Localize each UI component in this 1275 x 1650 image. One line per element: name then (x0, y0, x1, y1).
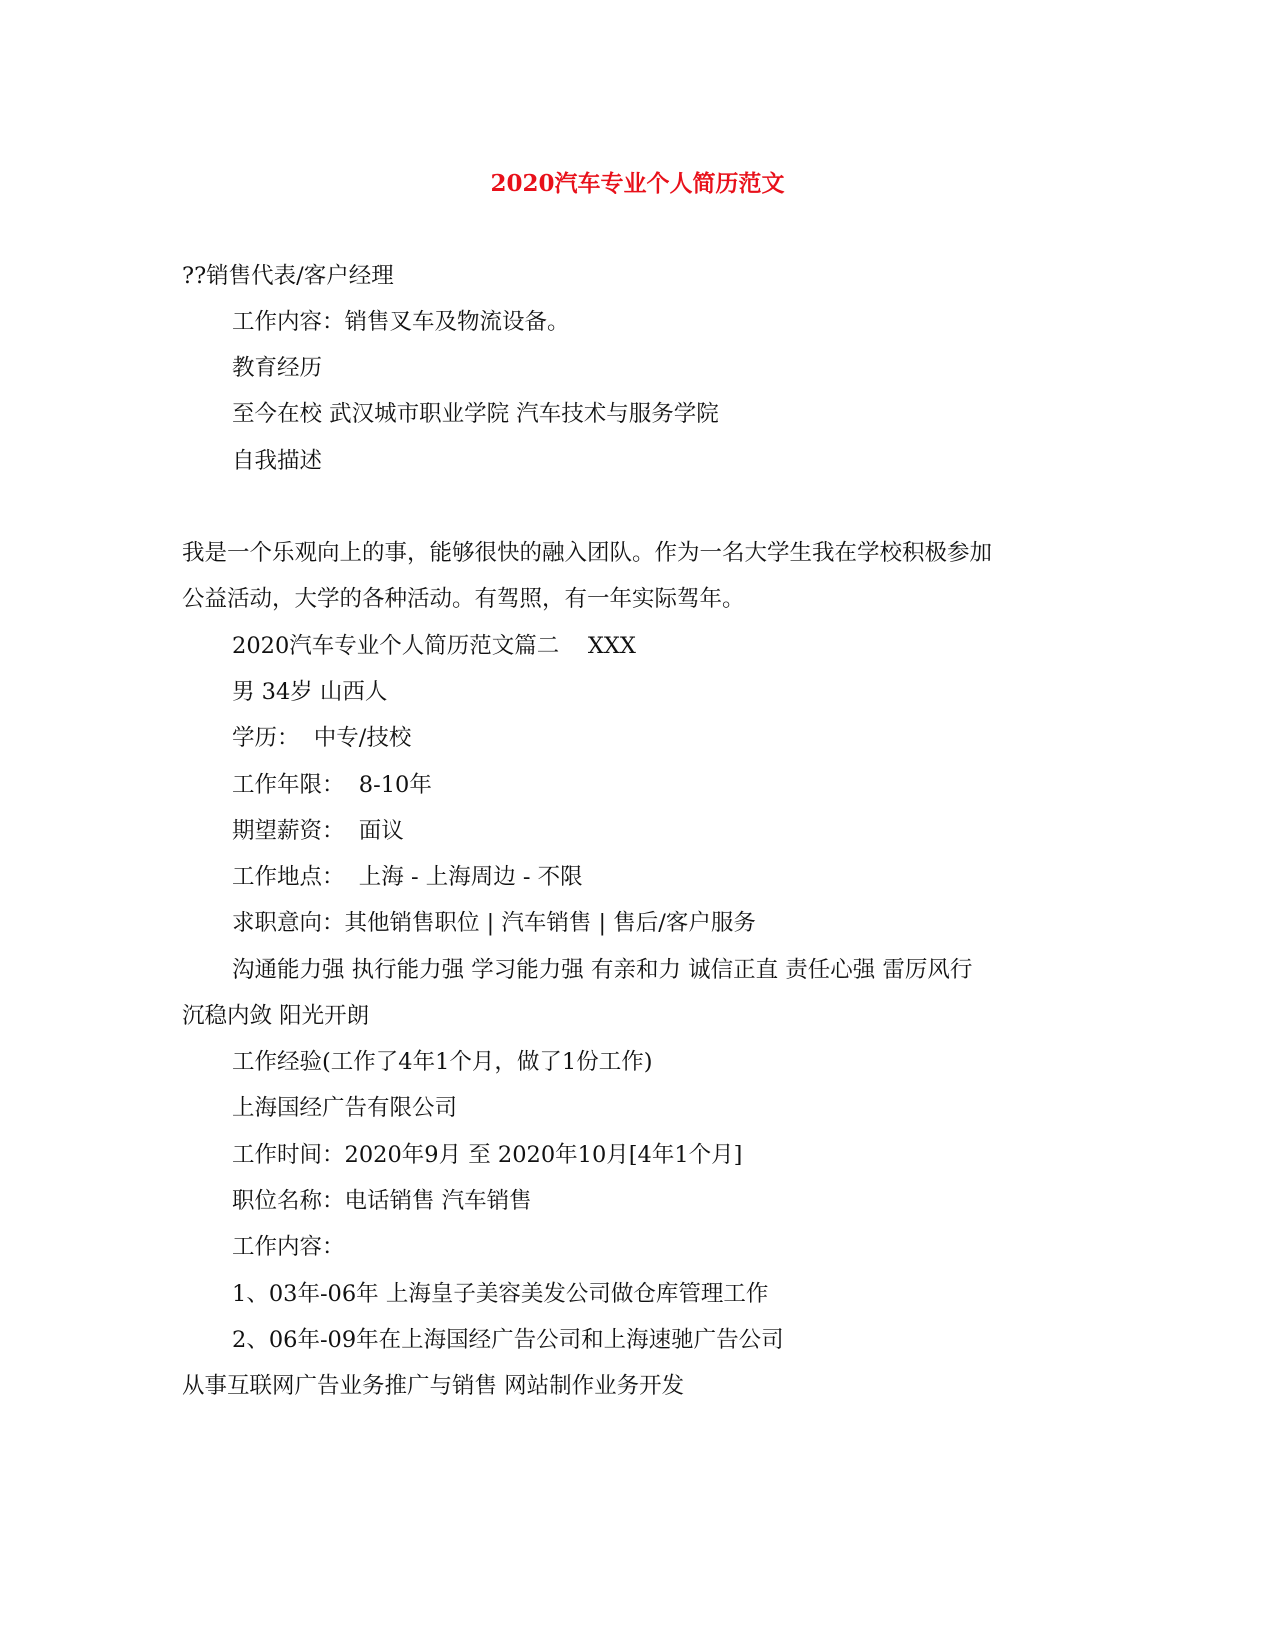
text-line-job-content: 工作内容：销售叉车及物流设备。 (232, 309, 570, 335)
text-line-skills-2: 沉稳内敛 阳光开朗 (182, 1003, 370, 1029)
text-line-history-1: 1、03年-06年 上海皇子美容美发公司做仓库管理工作 (232, 1281, 769, 1307)
text-line-work-experience: 工作经验(工作了4年1个月，做了1份工作) (232, 1049, 653, 1075)
text-line-history-2: 2、06年-09年在上海国经广告公司和上海速驰广告公司 (232, 1327, 784, 1353)
text-line-education-level: 学历： 中专/技校 (232, 725, 412, 751)
text-line-company: 上海国经广告有限公司 (232, 1095, 458, 1121)
text-line-skills-1: 沟通能力强 执行能力强 学习能力强 有亲和力 诚信正直 责任心强 雷厉风行 (232, 957, 973, 983)
text-line-job-title: ??销售代表/客户经理 (182, 263, 394, 289)
text-line-job-intention: 求职意向：其他销售职位 | 汽车销售 | 售后/客户服务 (232, 910, 756, 936)
document-title: 2020汽车专业个人简历范文 (490, 170, 785, 197)
text-line-education-school: 至今在校 武汉城市职业学院 汽车技术与服务学院 (232, 401, 719, 427)
text-line-personal-info: 男 34岁 山西人 (232, 679, 388, 705)
text-line-self-description-2: 公益活动，大学的各种活动。有驾照，有一年实际驾年。 (182, 586, 745, 612)
text-line-expected-salary: 期望薪资： 面议 (232, 818, 404, 844)
text-line-education-heading: 教育经历 (232, 355, 323, 381)
text-line-self-description-1: 我是一个乐观向上的事，能够很快的融入团队。作为一名大学生我在学校积极参加 (182, 540, 993, 566)
text-line-work-years: 工作年限： 8-10年 (232, 772, 432, 798)
text-line-work-content-heading: 工作内容： (232, 1234, 345, 1260)
text-line-history-3: 从事互联网广告业务推广与销售 网站制作业务开发 (182, 1373, 685, 1399)
text-line-self-description-heading: 自我描述 (232, 448, 323, 474)
text-line-work-location: 工作地点： 上海 - 上海周边 - 不限 (232, 864, 583, 890)
text-line-work-time: 工作时间：2020年9月 至 2020年10月[4年1个月] (232, 1142, 743, 1168)
text-line-position: 职位名称：电话销售 汽车销售 (232, 1188, 532, 1214)
text-line-resume-two-heading: 2020汽车专业个人简历范文篇二 XXX (232, 633, 636, 659)
